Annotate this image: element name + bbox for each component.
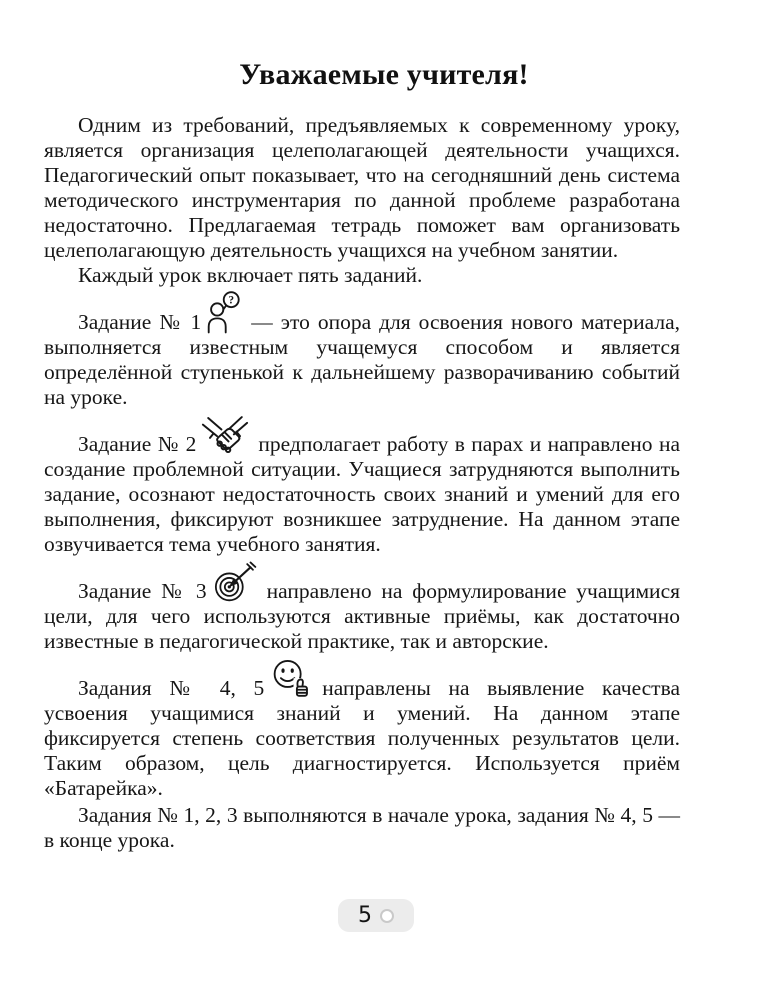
task1-text: — это опора для освоения нового материала, выполняется известным учащемуся способом и является определённой ступенькой к дальнейшему разворачиванию событий на уроке. [44,310,680,409]
task2-label: Задание № 2 [78,432,197,456]
page-marker-circle-icon [380,909,394,923]
handshake-icon [202,429,248,451]
task2-text: предполагает работу в парах и направлено на создание проблемной ситуации. Учащиеся затрудняются выполнить задание, осознают недостаточность своих знаний и умений для его выполнения, фиксируют возникшее затруднение. На данном этапе озвучивается тема учебного занятия. [44,432,680,556]
target-dart-icon [213,576,257,598]
task1-paragraph [44,294,680,410]
task1-label: Задание № 1 [78,310,202,334]
task2-paragraph [44,429,680,557]
timing-paragraph: Задания № 1, 2, 3 выполняются в начале урока, задания № 4, 5 — в конце урока. [44,803,680,852]
task3-paragraph [44,576,680,654]
page-number-badge [338,899,414,932]
page-content [44,58,680,853]
question-glyph: ? [228,294,235,307]
each-lesson-paragraph: Каждый урок включает пять заданий. [78,263,423,287]
page-number: 5 [358,902,372,928]
task3-text: направлено на формулирование учащимися цели, для чего используются активные приёмы, как достаточно известные в педагогической практике, так и авторские. [44,579,680,653]
page-title: Уважаемые учителя! [239,58,529,91]
smiley-thumbs-up-icon [270,673,312,695]
task45-label: Задания № 4, 5 [78,676,265,700]
task45-text: направлены на выявление качества усвоения учащимися знаний и умений. На данном этапе фиксируется степень соответствия полученных результатов цели. Таким образом, цель диагностируется. Используется приём «Батарейка». [44,676,680,800]
intro-paragraph: Одним из требований, предъявляемых к современному уроку, является организация целеполагающей деятельности учащихся. Педагогический опыт показывает, что на сегодняшний день система методического инструментария по данной проблеме разработана недостаточно. Предлагаемая тетрадь поможет вам организовать целеполагающую деятельность учащихся на учебном занятии. [44,113,680,262]
task45-paragraph [44,673,680,801]
person-question-icon [207,294,241,329]
task3-label: Задание № 3 [78,579,207,603]
